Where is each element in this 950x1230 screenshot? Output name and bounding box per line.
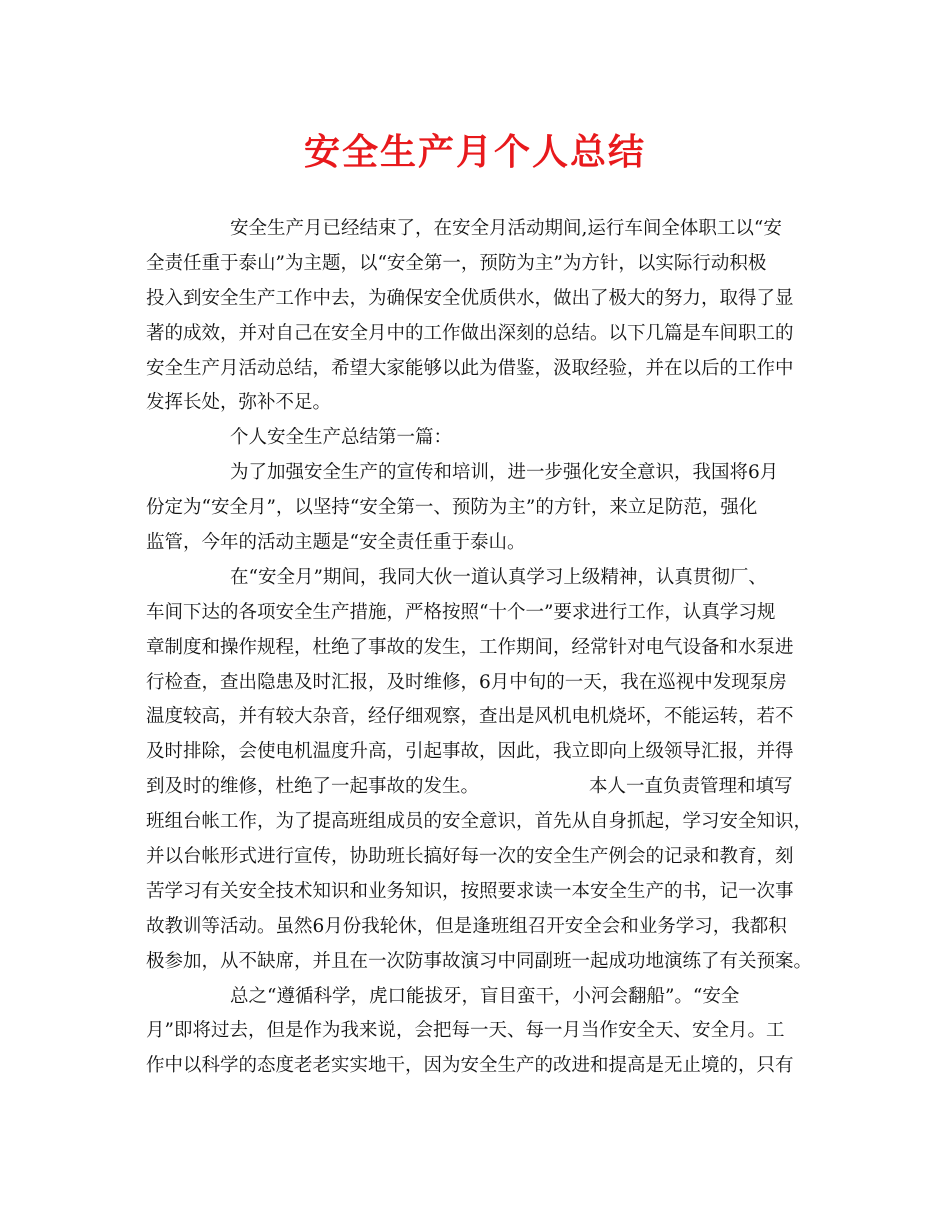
text-line: 著的成效，并对自己在安全月中的工作做出深刻的总结。以下几篇是车间职工的 [146, 322, 794, 344]
document-body [146, 212, 813, 1084]
text-segment: 本人一直负责管理和填写 [589, 776, 793, 798]
text-line: 安全生产月活动总结，希望大家能够以此为借鉴，汲取经验，并在以后的工作中 [146, 357, 794, 379]
text-line: 投入到安全生产工作中去，为确保安全优质供水，做出了极大的努力，取得了显 [146, 287, 794, 309]
text-line: 监管，今年的活动主题是“安全责任重于泰山。 [146, 532, 526, 554]
text-line: 故教训等活动。虽然6月份我轮休，但是逢班组召开安全会和业务学习，我都积 [146, 915, 787, 937]
text-line: 班组台帐工作，为了提高班组成员的安全意识，首先从自身抓起，学习安全知识， [146, 811, 813, 833]
text-line-split [146, 770, 808, 805]
text-line: 作中以科学的态度老老实实地干，因为安全生产的改进和提高是无止境的，只有 [146, 1055, 794, 1077]
text-line: 章制度和操作规程，杜绝了事故的发生，工作期间，经常针对电气设备和水泵进 [146, 636, 794, 658]
text-line: 安全生产月已经结束了，在安全月活动期间,运行车间全体职工以“安 [230, 218, 782, 239]
text-line: 为了加强安全生产的宣传和培训，进一步强化安全意识，我国将6月 [230, 462, 779, 484]
text-line: 车间下达的各项安全生产措施，严格按照“十个一”要求进行工作，认真学习规 [146, 601, 776, 623]
text-line: 总之“遵循科学，虎口能拔牙，盲目蛮干，小河会翻船”。“安全 [230, 985, 740, 1007]
text-line: 行检查，查出隐患及时汇报，及时维修，6月中旬的一天，我在巡视中发现泵房 [146, 671, 787, 693]
text-line: 份定为“安全月”，以坚持“安全第一、预防为主”的方针，来立足防范，强化 [146, 497, 758, 519]
text-line: 温度较高，并有较大杂音，经仔细观察，查出是风机电机烧坏，不能运转，若不 [146, 706, 794, 728]
document-title: 安全生产月个人总结 [303, 131, 646, 173]
text-segment: 到及时的维修，杜绝了一起事故的发生。 [146, 776, 480, 798]
text-line: 苦学习有关安全技术知识和业务知识，按照要求读一本安全生产的书，记一次事 [146, 880, 794, 902]
text-line: 极参加，从不缺席，并且在一次防事故演习中同副班一起成功地演练了有关预案。 [146, 950, 813, 972]
text-line: 月”即将过去，但是作为我来说，会把每一天、每一月当作安全天、安全月。工 [146, 1020, 785, 1042]
text-line: 及时排除，会使电机温度升高，引起事故，因此，我立即向上级领导汇报，并得 [146, 741, 794, 763]
text-line: 发挥长处，弥补不足。 [146, 392, 332, 414]
text-line: 并以台帐形式进行宣传，协助班长搞好每一次的安全生产例会的记录和教育，刻 [146, 846, 794, 868]
text-line: 全责任重于泰山”为主题，以“安全第一，预防为主”为方针，以实际行动积极 [146, 252, 767, 274]
section-heading: 个人安全生产总结第一篇： [230, 427, 453, 449]
text-line: 在“安全月”期间，我同大伙一道认真学习上级精神，认真贯彻厂、 [230, 566, 767, 588]
